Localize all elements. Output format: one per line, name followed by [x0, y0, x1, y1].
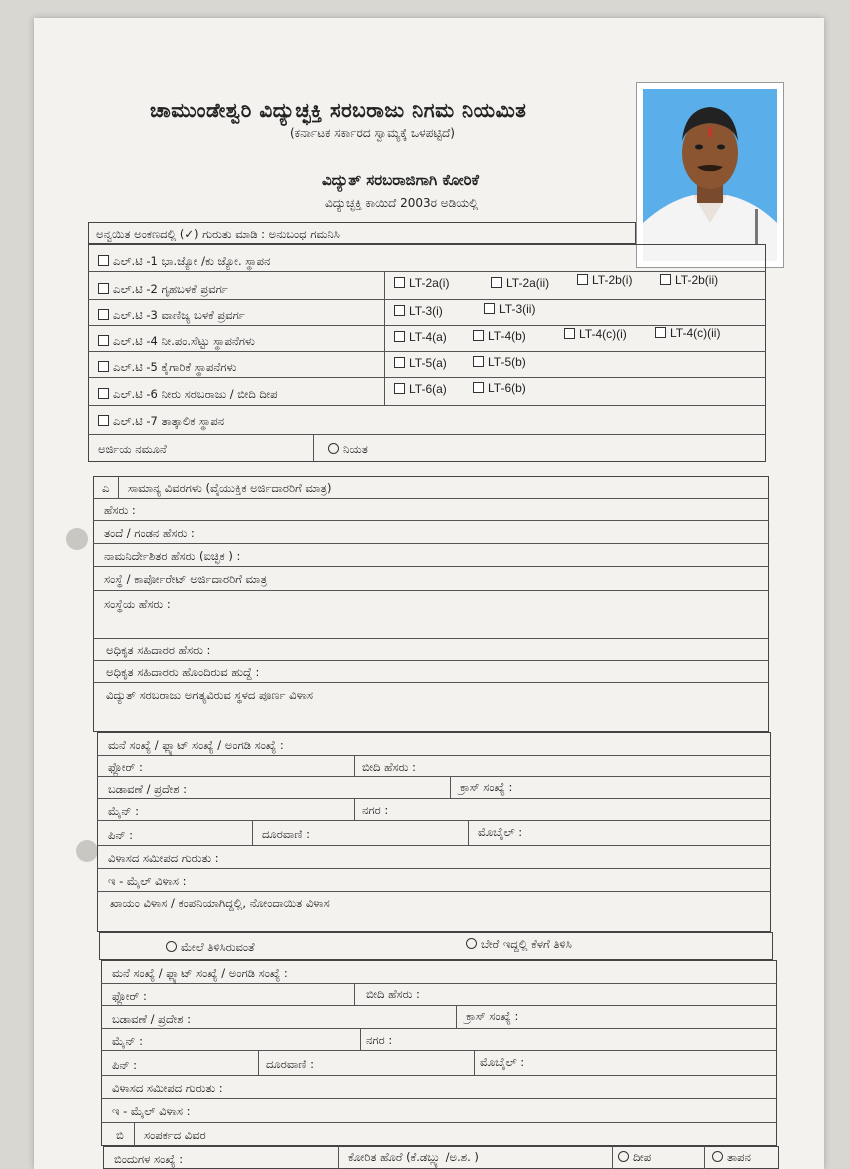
landmark-field[interactable]: ವಿಳಾಸದ ಸಮೀಪದ ಗುರುತು : — [108, 851, 219, 865]
perm-phone-field[interactable]: ದೂರವಾಣಿ : — [266, 1057, 314, 1071]
category-lt1[interactable]: ಎಲ್.ಟಿ -1 ಭಾ.ಜ್ಯೋ /ಕು ಜ್ಯೋ. ಸ್ಥಾಪನ — [98, 254, 270, 269]
category-lt6[interactable]: ಎಲ್.ಟಿ -6 ನೀರು ಸರಬರಾಜು / ಬೀದಿ ದೀಪ — [98, 387, 278, 402]
applicant-photo — [636, 82, 784, 268]
supply-address-label: ವಿದ್ಯುತ್ ಸರಬರಾಜು ಅಗತ್ಯವಿರುವ ಸ್ಥಳದ ಪೂರ್ಣ ವಿಳಾಸ — [106, 688, 313, 702]
checkbox-icon[interactable] — [473, 356, 484, 367]
perm-floor-field[interactable]: ಫ್ಲೋರ್ : — [112, 989, 147, 1003]
perm-street-field[interactable]: ಬೀದಿ ಹೆಸರು : — [366, 987, 420, 1001]
checkbox-icon[interactable] — [98, 283, 109, 294]
perm-house-number-field[interactable]: ಮನೆ ಸಂಖ್ಯೆ / ಫ್ಲ್ಯಾಟ್ ಸಂಖ್ಯೆ / ಅಂಗಡಿ ಸಂಖ್ಯೆ : — [112, 966, 288, 980]
category-lt7[interactable]: ಎಲ್.ಟಿ -7 ತಾತ್ಕಾಲಿಕ ಸ್ಥಾಪನ — [98, 414, 224, 429]
category-lt4[interactable]: ಎಲ್.ಟಿ -4 ನೀ.ಪಂ.ಸೆಟ್ಟು ಸ್ಥಾಪನೆಗಳು — [98, 334, 255, 349]
section-a-letter: ಎ — [102, 481, 110, 495]
email-field[interactable]: ಇ - ಮೈಲ್ ವಿಳಾಸ : — [108, 874, 187, 888]
checkbox-icon[interactable] — [394, 357, 405, 368]
points-count-field[interactable]: ಬಿಂದುಗಳ ಸಂಖ್ಯೆ : — [114, 1152, 184, 1166]
perm-pin-field[interactable]: ಪಿನ್ : — [112, 1058, 138, 1072]
radio-icon[interactable] — [466, 938, 477, 949]
option-lt6a[interactable]: LT-6(a) — [394, 382, 447, 396]
heat-option[interactable]: ತಾಪನ — [712, 1150, 751, 1165]
requested-load-field[interactable]: ಕೋರಿತ ಹೊರೆ (ಕೆ.ಡಬ್ಲ್ಯು /ಅ.ಶ. ) — [348, 1150, 479, 1164]
checkbox-icon[interactable] — [655, 327, 666, 338]
pin-field[interactable]: ಪಿನ್ : — [108, 828, 134, 842]
category-lt2[interactable]: ಎಲ್.ಟಿ -2 ಗೃಹಬಳಕೆ ಪ್ರವರ್ಗ — [98, 282, 228, 297]
option-lt4b[interactable]: LT-4(b) — [473, 329, 526, 343]
perm-cross-field[interactable]: ಕ್ರಾಸ್ ಸಂಖ್ಯೆ : — [466, 1009, 519, 1023]
perm-city-field[interactable]: ನಗರ : — [366, 1033, 393, 1047]
application-type-label: ಅರ್ಜಿಯ ನಮೂನೆ — [98, 442, 167, 456]
category-lt5[interactable]: ಎಲ್.ಟಿ -5 ಕೈಗಾರಿಕೆ ಸ್ಥಾಪನೆಗಳು — [98, 360, 236, 375]
checkbox-icon[interactable] — [473, 382, 484, 393]
main-field[interactable]: ಮೈನ್ : — [108, 804, 139, 818]
checkbox-icon[interactable] — [394, 305, 405, 316]
application-type-regular[interactable]: ನಿಯತ — [328, 442, 368, 457]
organization-name-field[interactable]: ಸಂಸ್ಥೆಯ ಹೆಸರು : — [104, 597, 171, 611]
checkbox-icon[interactable] — [491, 277, 502, 288]
checkbox-icon[interactable] — [98, 388, 109, 399]
cross-field[interactable]: ಕ್ರಾಸ್ ಸಂಖ್ಯೆ : — [460, 780, 513, 794]
authorized-signatory-field[interactable]: ಅಧಿಕೃತ ಸಹಿದಾರರ ಹೆಸರು : — [106, 643, 211, 657]
corporate-header: ಸಂಸ್ಥೆ / ಕಾರ್ಪೋರೇಟ್ ಅರ್ಜಿದಾರರಿಗೆ ಮಾತ್ರ — [104, 572, 268, 586]
perm-email-field[interactable]: ಇ - ಮೈಲ್ ವಿಳಾಸ : — [112, 1104, 191, 1118]
father-husband-field[interactable]: ತಂದೆ / ಗಂಡನ ಹೆಸರು : — [104, 526, 195, 540]
phone-field[interactable]: ದೂರವಾಣಿ : — [262, 827, 310, 841]
checkbox-icon[interactable] — [98, 309, 109, 320]
perm-locality-field[interactable]: ಬಡಾವಣೆ / ಪ್ರದೇಶ : — [112, 1012, 192, 1026]
house-number-field[interactable]: ಮನೆ ಸಂಖ್ಯೆ / ಫ್ಲ್ಯಾಟ್ ಸಂಖ್ಯೆ / ಅಂಗಡಿ ಸಂಖ್ಯೆ : — [108, 738, 284, 752]
organization-subtitle: (ಕರ್ನಾಟಕ ಸರ್ಕಾರದ ಸ್ವಾಮ್ಯಕ್ಕೆ ಒಳಪಟ್ಟಿದೆ) — [290, 126, 455, 140]
option-lt5b[interactable]: LT-5(b) — [473, 355, 526, 369]
city-field[interactable]: ನಗರ : — [362, 803, 389, 817]
radio-icon[interactable] — [712, 1151, 723, 1162]
checkbox-icon[interactable] — [577, 274, 588, 285]
option-lt3ii[interactable]: LT-3(ii) — [484, 302, 535, 316]
option-lt2bii[interactable]: LT-2b(ii) — [660, 273, 718, 287]
option-lt2ai[interactable]: LT-2a(i) — [394, 276, 449, 290]
checkbox-icon[interactable] — [98, 361, 109, 372]
option-lt3i[interactable]: LT-3(i) — [394, 304, 443, 318]
checkbox-icon[interactable] — [564, 328, 575, 339]
checkbox-icon[interactable] — [484, 303, 495, 314]
street-field[interactable]: ಬೀದಿ ಹೆಸರು : — [362, 760, 416, 774]
floor-field[interactable]: ಫ್ಲೋರ್ : — [108, 760, 143, 774]
option-lt2aii[interactable]: LT-2a(ii) — [491, 276, 549, 290]
form-title: ವಿದ್ಯುತ್ ಸರಬರಾಜಿಗಾಗಿ ಕೋರಿಕೆ — [322, 171, 479, 189]
radio-icon[interactable] — [166, 941, 177, 952]
checkbox-icon[interactable] — [98, 255, 109, 266]
checkbox-icon[interactable] — [394, 331, 405, 342]
light-option[interactable]: ದೀಪ — [618, 1150, 651, 1165]
permanent-address-label: ಖಾಯಂ ವಿಳಾಸ / ಕಂಪನಿಯಾಗಿದ್ದಲ್ಲಿ, ನೋಂದಾಯಿತ ವಿಳಾಸ — [110, 896, 330, 910]
option-lt5a[interactable]: LT-5(a) — [394, 356, 447, 370]
option-lt2bi[interactable]: LT-2b(i) — [577, 273, 632, 287]
authorized-designation-field[interactable]: ಅಧಿಕೃತ ಸಹಿದಾರರು ಹೊಂದಿರುವ ಹುದ್ದೆ : — [106, 665, 260, 679]
punch-hole-top — [66, 528, 88, 550]
category-lt3[interactable]: ಎಲ್.ಟಿ -3 ವಾಣಿಜ್ಯ ಬಳಕೆ ಪ್ರವರ್ಗ — [98, 308, 245, 323]
nominee-field[interactable]: ನಾಮನಿರ್ದೇಶಿತರ ಹೆಸರು (ಐಚ್ಛಿಕ ) : — [104, 549, 241, 563]
checkbox-icon[interactable] — [394, 383, 405, 394]
mobile-field[interactable]: ಮೊಬೈಲ್ : — [478, 825, 523, 839]
checkbox-icon[interactable] — [98, 415, 109, 426]
same-as-above-option[interactable]: ಮೇಲೆ ತಿಳಿಸಿರುವಂತೆ — [166, 940, 255, 955]
option-lt4ci[interactable]: LT-4(c)(i) — [564, 327, 627, 341]
option-lt4cii[interactable]: LT-4(c)(ii) — [655, 326, 720, 340]
if-different-option[interactable]: ಬೇರೆ ಇದ್ದಲ್ಲಿ ಕೆಳಗೆ ತಿಳಿಸಿ — [466, 937, 572, 952]
checkbox-icon[interactable] — [660, 274, 671, 285]
option-lt6b[interactable]: LT-6(b) — [473, 381, 526, 395]
perm-main-field[interactable]: ಮೈನ್ : — [112, 1034, 143, 1048]
checkbox-icon[interactable] — [394, 277, 405, 288]
perm-landmark-field[interactable]: ವಿಳಾಸದ ಸಮೀಪದ ಗುರುತು : — [112, 1081, 223, 1095]
section-b-title: ಸಂಪರ್ಕದ ವಿವರ — [144, 1128, 206, 1142]
radio-icon[interactable] — [618, 1151, 629, 1162]
punch-hole-bottom — [76, 840, 98, 862]
name-field[interactable]: ಹೆಸರು : — [104, 503, 136, 517]
organization-title: ಚಾಮುಂಡೇಶ್ವರಿ ವಿದ್ಯುಚ್ಛಕ್ತಿ ಸರಬರಾಜು ನಿಗಮ ನಿಯಮಿತ — [150, 98, 527, 122]
option-lt4a[interactable]: LT-4(a) — [394, 330, 447, 344]
locality-field[interactable]: ಬಡಾವಣೆ / ಪ್ರದೇಶ : — [108, 782, 188, 796]
radio-icon[interactable] — [328, 443, 339, 454]
section-b-letter: ಬಿ — [116, 1128, 124, 1142]
checkbox-icon[interactable] — [98, 335, 109, 346]
form-subtitle: ವಿದ್ಯುಚ್ಛಕ್ತಿ ಕಾಯಿದೆ 2003ರ ಅಡಿಯಲ್ಲಿ — [325, 196, 479, 210]
perm-mobile-field[interactable]: ಮೊಬೈಲ್ : — [480, 1055, 525, 1069]
permanent-address-grid — [101, 960, 777, 1146]
category-instruction: ಅನ್ವಯಿತ ಅಂಕಣದಲ್ಲಿ (✓) ಗುರುತು ಮಾಡಿ : ಅನುಬಂಧ ಗಮನಿಸಿ — [96, 227, 340, 241]
checkbox-icon[interactable] — [473, 330, 484, 341]
section-a-title: ಸಾಮಾನ್ಯ ವಿವರಗಳು (ವೈಯುಕ್ತಿಕ ಅರ್ಜಿದಾರರಿಗೆ ಮಾತ್ರ) — [128, 481, 332, 495]
